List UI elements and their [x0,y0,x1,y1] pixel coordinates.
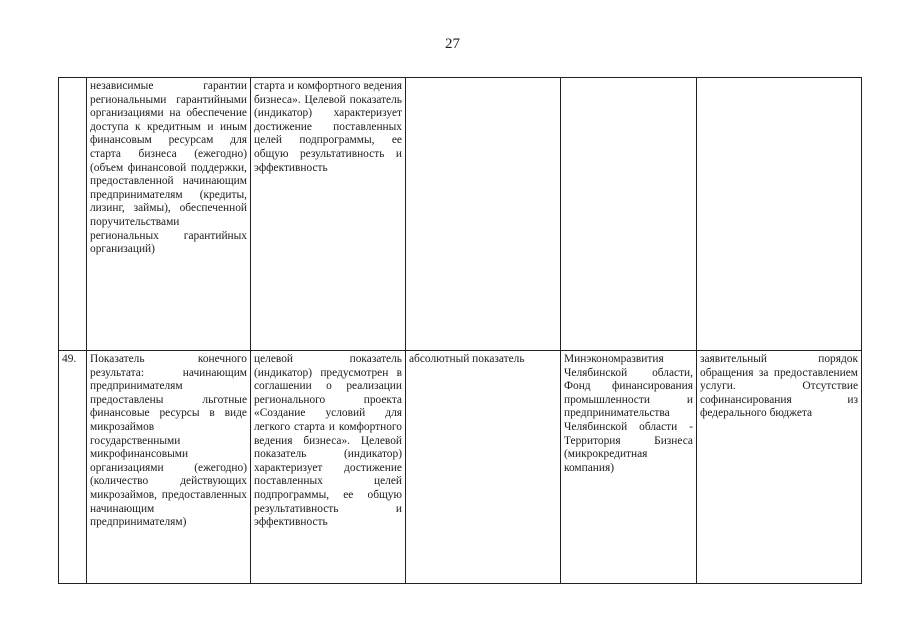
row-number-cell: 49. [59,351,87,584]
indicator-name-cell: независимые гарантии региональными гарантийными организациями на обеспечение доступа к кредитным и иным финансовым ресурсам для старта бизнеса (ежегодно) (объем финансовой поддержки, предоставленной начинающим предпринимателям (кредиты, лизинг, займы), обеспеченной поручительствами региональных гарантийных организаций) [87,78,251,351]
indicator-description-cell: старта и комфортного ведения бизнеса». Целевой показатель (индикатор) характеризует достижение поставленных целей подпрограммы, ее общую результативность и эффективность [251,78,406,351]
row-number-cell [59,78,87,351]
indicator-type-cell: абсолютный показатель [406,351,561,584]
indicator-type-cell [406,78,561,351]
table-row [59,351,862,584]
indicators-table [58,77,862,584]
table-row [59,78,862,351]
indicator-description-cell: целевой показатель (индикатор) предусмотрен в соглашении о реализации регионального проекта «Создание условий для легкого старта и комфортного ведения бизнеса». Целевой показатель (индикатор) характеризует достижение поставленных целей подпрограммы, ее общую результативность и эффективность [251,351,406,584]
note-cell: заявительный порядок обращения за предоставлением услуги. Отсутствие софинансирования из федерального бюджета [697,351,862,584]
responsible-cell [561,78,697,351]
page-number: 27 [445,36,460,52]
note-cell [697,78,862,351]
indicator-name-cell: Показатель конечного результата: начинающим предпринимателям предоставлены льготные финансовые ресурсы в виде микрозаймов государственными микрофинансовыми организациями (ежегодно) (количество действующих микрозаймов, предоставленных начинающим предпринимателям) [87,351,251,584]
responsible-cell: Минэкономразвития Челябинской области, Фонд финансирования промышленности и предпринимательства Челябинской области - Территория Бизнеса (микрокредитная компания) [561,351,697,584]
